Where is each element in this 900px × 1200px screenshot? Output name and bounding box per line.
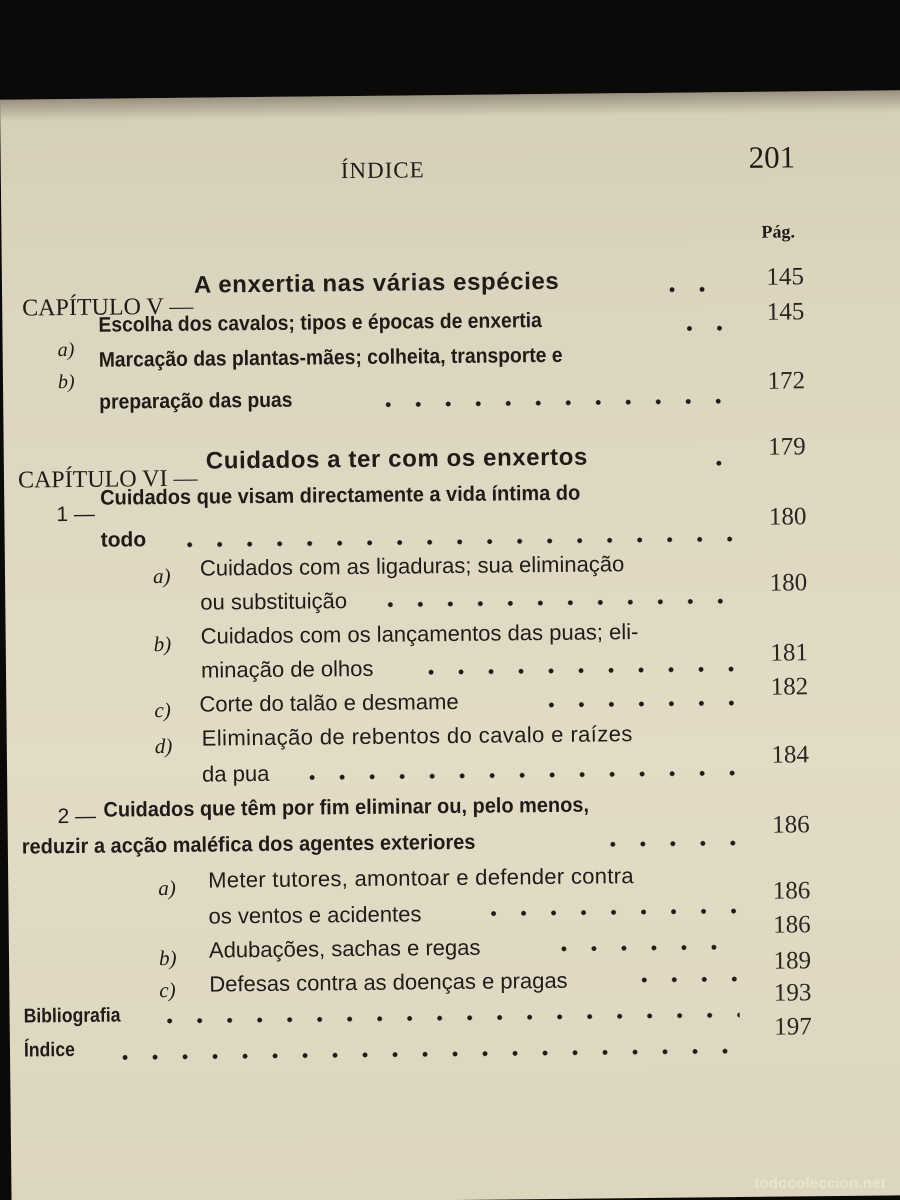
chapter-title: Cuidados a ter com os enxertos (205, 443, 589, 475)
item-marker: a) (158, 875, 176, 901)
page-ref: 186 (772, 811, 810, 839)
entry-text: Meter tutores, amontoar e defender contra (208, 863, 634, 893)
item-marker: a) (57, 338, 75, 362)
entry-text: Cuidados com as ligaduras; sua eliminação (199, 551, 625, 581)
entry-continuation: preparação das puas (99, 388, 293, 414)
leader-dots (657, 286, 727, 293)
section-marker: 1 — (56, 502, 96, 527)
entry-continuation: minação de olhos (200, 655, 374, 683)
entry-text: Cuidados que têm por fim eliminar ou, pelo menos, (103, 793, 590, 822)
entry-text: Marcação das plantas-mães; colheita, transporte e (98, 343, 563, 372)
pag-column-label: Pág. (761, 221, 796, 242)
entry-text: Bibliografia (23, 1004, 121, 1028)
page-ref: 189 (773, 947, 812, 975)
leader-dots (175, 536, 735, 548)
entry-continuation: ou substituição (200, 588, 348, 615)
leader-dots (549, 944, 739, 952)
section-marker: 2 — (57, 804, 97, 829)
page-ref: 180 (769, 569, 808, 597)
chapter-marker: CAPÍTULO V — (22, 293, 194, 322)
leader-dots (373, 398, 733, 408)
leader-dots (155, 1012, 740, 1024)
book-page (0, 90, 900, 1200)
item-marker: b) (153, 631, 172, 657)
entry-text: Defesas contra as doenças e pragas (209, 967, 568, 997)
leader-dots (598, 840, 738, 847)
page-ref: 182 (770, 673, 809, 701)
page-number: 201 (748, 139, 796, 175)
page-ref: 197 (774, 1013, 812, 1041)
entry-text: Índice (23, 1038, 75, 1062)
watermark: todocoleccion.net (754, 1175, 886, 1192)
entry-text: Escolha dos cavalos; tipos e épocas de enxertia (98, 309, 542, 337)
chapter-marker: CAPÍTULO VI — (17, 465, 198, 494)
page-ref: 179 (768, 433, 806, 461)
entry-continuation: da pua (201, 760, 270, 787)
entry-text: Corte do talão e desmame (199, 688, 459, 717)
page-ref: 172 (767, 367, 806, 395)
leader-dots (297, 770, 737, 781)
page-ref: 145 (766, 298, 805, 326)
item-marker: c) (159, 977, 176, 1003)
leader-dots (536, 700, 736, 708)
item-marker: a) (152, 563, 171, 589)
entry-continuation: reduzir a acção maléfica dos agentes exteriores (21, 830, 476, 859)
entry-text: Cuidados que visam directamente a vida íntima do (100, 481, 581, 510)
entry-text: Eliminação de rebentos do cavalo e raízes (201, 721, 633, 751)
leader-dots (674, 325, 724, 332)
page-ref: 186 (772, 877, 811, 905)
item-marker: b) (57, 370, 75, 394)
chapter-title: A enxertia nas várias espécies (193, 267, 560, 299)
item-marker: c) (154, 697, 171, 723)
page-ref: 145 (766, 263, 805, 291)
page-ref: 181 (770, 639, 809, 667)
entry-text: Cuidados com os lançamentos das puas; eli- (200, 619, 639, 649)
leader-dots (375, 598, 735, 608)
leader-dots (479, 908, 739, 917)
item-marker: b) (158, 945, 177, 971)
leader-dots (110, 1048, 740, 1061)
entry-continuation: os ventos e acidentes (208, 901, 422, 929)
entry-text: Adubações, sachas e regas (208, 934, 481, 963)
page-ref: 184 (771, 741, 810, 769)
item-marker: d) (154, 733, 173, 759)
page-ref: 193 (773, 979, 812, 1007)
leader-dots (416, 666, 736, 675)
page-ref: 180 (768, 503, 807, 531)
page-ref: 186 (773, 911, 811, 939)
page-title: ÍNDICE (340, 157, 425, 184)
leader-dots (629, 976, 739, 983)
entry-continuation: todo (100, 528, 147, 552)
